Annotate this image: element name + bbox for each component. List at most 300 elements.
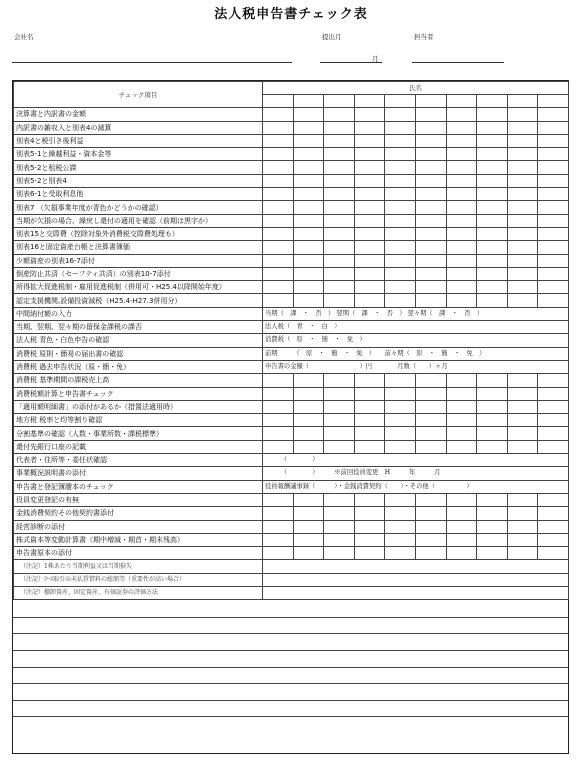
check-cell[interactable] — [354, 281, 385, 294]
check-cell[interactable] — [538, 374, 569, 387]
check-option-text[interactable]: （ ） — [263, 454, 569, 467]
check-cell[interactable] — [415, 440, 446, 453]
check-cell[interactable] — [324, 427, 355, 440]
check-cell[interactable] — [293, 227, 324, 240]
check-cell[interactable] — [263, 520, 294, 533]
check-cell[interactable] — [538, 493, 569, 506]
check-cell[interactable] — [446, 427, 477, 440]
check-cell[interactable] — [477, 214, 508, 227]
check-cell[interactable] — [415, 134, 446, 147]
check-cell[interactable] — [263, 507, 294, 520]
check-cell[interactable] — [324, 227, 355, 240]
check-cell[interactable] — [293, 267, 324, 280]
check-cell[interactable] — [324, 241, 355, 254]
check-cell[interactable] — [293, 507, 324, 520]
check-cell[interactable] — [324, 201, 355, 214]
check-cell[interactable] — [538, 161, 569, 174]
check-cell[interactable] — [354, 400, 385, 413]
check-cell[interactable] — [415, 188, 446, 201]
check-option-text[interactable]: （ ） ※前回役員変更 H 年 月 — [263, 467, 569, 480]
check-cell[interactable] — [415, 507, 446, 520]
check-cell[interactable] — [324, 493, 355, 506]
blank-line — [13, 617, 568, 618]
check-cell[interactable] — [538, 400, 569, 413]
check-cell[interactable] — [477, 533, 508, 546]
check-cell[interactable] — [354, 148, 385, 161]
check-item-label: 地方税 税率と均等割り確認 — [14, 414, 263, 427]
check-option-text[interactable]: 前期 （ 原 ・ 簡 ・ 免 ） 前々期（ 原 ・ 簡 ・ 免 ） — [263, 347, 569, 360]
check-cell[interactable] — [538, 227, 569, 240]
check-cell[interactable] — [507, 201, 538, 214]
check-cell[interactable] — [477, 161, 508, 174]
check-cell[interactable] — [477, 387, 508, 400]
check-item-label: 別表4と税引き後利益 — [14, 134, 263, 147]
check-cell[interactable] — [415, 547, 446, 560]
check-cell[interactable] — [263, 108, 294, 121]
check-cell[interactable] — [385, 134, 416, 147]
check-cell[interactable] — [263, 134, 294, 147]
check-cell[interactable] — [538, 121, 569, 134]
check-item-label: 役員変更登記の有無 — [14, 493, 263, 506]
check-cell[interactable] — [324, 174, 355, 187]
check-cell[interactable] — [263, 214, 294, 227]
check-cell[interactable] — [415, 161, 446, 174]
check-cell[interactable] — [538, 547, 569, 560]
check-item-label: 別表16と固定資産台帳と決算書簿価 — [14, 241, 263, 254]
check-cell[interactable] — [507, 134, 538, 147]
note-blank-cell[interactable] — [263, 573, 569, 586]
check-cell[interactable] — [477, 414, 508, 427]
check-cell[interactable] — [385, 214, 416, 227]
check-cell[interactable] — [293, 254, 324, 267]
check-cell[interactable] — [477, 201, 508, 214]
check-cell[interactable] — [293, 294, 324, 307]
check-cell[interactable] — [507, 414, 538, 427]
check-cell[interactable] — [507, 387, 538, 400]
check-cell[interactable] — [385, 427, 416, 440]
check-cell[interactable] — [385, 294, 416, 307]
check-cell[interactable] — [477, 440, 508, 453]
check-cell[interactable] — [354, 241, 385, 254]
check-cell[interactable] — [385, 547, 416, 560]
check-cell[interactable] — [538, 427, 569, 440]
check-cell[interactable] — [415, 174, 446, 187]
check-cell[interactable] — [477, 241, 508, 254]
check-cell[interactable] — [446, 374, 477, 387]
check-cell[interactable] — [477, 493, 508, 506]
check-cell[interactable] — [263, 148, 294, 161]
check-cell[interactable] — [385, 201, 416, 214]
check-cell[interactable] — [293, 387, 324, 400]
check-cell[interactable] — [385, 161, 416, 174]
check-cell[interactable] — [446, 121, 477, 134]
check-cell[interactable] — [293, 161, 324, 174]
check-cell[interactable] — [293, 493, 324, 506]
check-cell[interactable] — [415, 493, 446, 506]
check-row — [14, 294, 569, 307]
check-cell[interactable] — [415, 201, 446, 214]
check-cell[interactable] — [263, 493, 294, 506]
check-cell[interactable] — [293, 374, 324, 387]
check-item-label: 所得拡大促進税制・雇用促進税制（併用可・H25.4以降開始年度） — [14, 281, 263, 294]
check-cell[interactable] — [263, 440, 294, 453]
check-cell[interactable] — [385, 241, 416, 254]
check-cell[interactable] — [263, 174, 294, 187]
check-cell[interactable] — [415, 281, 446, 294]
check-cell[interactable] — [538, 267, 569, 280]
check-cell[interactable] — [324, 121, 355, 134]
check-cell[interactable] — [538, 254, 569, 267]
check-cell[interactable] — [507, 547, 538, 560]
check-cell[interactable] — [538, 214, 569, 227]
check-cell[interactable] — [507, 121, 538, 134]
check-cell[interactable] — [446, 134, 477, 147]
check-cell[interactable] — [354, 427, 385, 440]
check-cell[interactable] — [415, 400, 446, 413]
check-cell[interactable] — [324, 281, 355, 294]
staff-name-cell[interactable] — [385, 95, 416, 108]
check-cell[interactable] — [507, 108, 538, 121]
check-cell[interactable] — [477, 134, 508, 147]
check-cell[interactable] — [324, 161, 355, 174]
check-cell[interactable] — [263, 267, 294, 280]
check-cell[interactable] — [354, 121, 385, 134]
note-blank-cell[interactable] — [263, 560, 569, 573]
staff-name-cell[interactable] — [507, 95, 538, 108]
check-cell[interactable] — [354, 174, 385, 187]
check-cell[interactable] — [385, 108, 416, 121]
check-cell[interactable] — [415, 241, 446, 254]
check-cell[interactable] — [446, 533, 477, 546]
check-cell[interactable] — [446, 254, 477, 267]
check-cell[interactable] — [477, 227, 508, 240]
check-cell[interactable] — [446, 493, 477, 506]
check-cell[interactable] — [415, 254, 446, 267]
check-cell[interactable] — [263, 533, 294, 546]
check-cell[interactable] — [293, 174, 324, 187]
check-cell[interactable] — [415, 121, 446, 134]
check-cell[interactable] — [415, 148, 446, 161]
check-cell[interactable] — [354, 108, 385, 121]
check-cell[interactable] — [446, 214, 477, 227]
check-cell[interactable] — [446, 174, 477, 187]
check-cell[interactable] — [354, 507, 385, 520]
check-cell[interactable] — [477, 267, 508, 280]
check-cell[interactable] — [538, 241, 569, 254]
check-cell[interactable] — [293, 148, 324, 161]
check-cell[interactable] — [385, 188, 416, 201]
check-cell[interactable] — [507, 493, 538, 506]
check-cell[interactable] — [415, 520, 446, 533]
check-cell[interactable] — [415, 227, 446, 240]
check-cell[interactable] — [385, 254, 416, 267]
check-cell[interactable] — [477, 400, 508, 413]
check-cell[interactable] — [446, 440, 477, 453]
check-cell[interactable] — [446, 201, 477, 214]
check-cell[interactable] — [538, 294, 569, 307]
check-option-text[interactable]: 法人税（ 青 ・ 白 ） — [263, 321, 569, 334]
check-cell[interactable] — [477, 294, 508, 307]
check-cell[interactable] — [324, 400, 355, 413]
check-cell[interactable] — [293, 427, 324, 440]
check-row — [14, 227, 569, 240]
check-cell[interactable] — [354, 214, 385, 227]
check-cell[interactable] — [324, 108, 355, 121]
check-cell[interactable] — [324, 414, 355, 427]
check-cell[interactable] — [385, 148, 416, 161]
check-cell[interactable] — [507, 427, 538, 440]
check-cell[interactable] — [415, 374, 446, 387]
check-cell[interactable] — [324, 547, 355, 560]
check-cell[interactable] — [446, 387, 477, 400]
staff-name-cell[interactable] — [293, 95, 324, 108]
check-cell[interactable] — [507, 188, 538, 201]
check-cell[interactable] — [538, 533, 569, 546]
check-cell[interactable] — [507, 520, 538, 533]
check-cell[interactable] — [385, 374, 416, 387]
check-cell[interactable] — [446, 188, 477, 201]
check-cell[interactable] — [507, 241, 538, 254]
check-cell[interactable] — [354, 520, 385, 533]
check-cell[interactable] — [354, 188, 385, 201]
check-option-text[interactable]: 申告書の金額（ ）円 月数（ ）ヶ月 — [263, 360, 569, 373]
check-cell[interactable] — [293, 533, 324, 546]
check-cell[interactable] — [385, 227, 416, 240]
check-cell[interactable] — [263, 227, 294, 240]
check-cell[interactable] — [293, 201, 324, 214]
check-cell[interactable] — [385, 400, 416, 413]
check-cell[interactable] — [507, 161, 538, 174]
check-cell[interactable] — [263, 161, 294, 174]
check-cell[interactable] — [446, 520, 477, 533]
check-cell[interactable] — [263, 427, 294, 440]
check-cell[interactable] — [446, 108, 477, 121]
check-cell[interactable] — [354, 387, 385, 400]
company-label: 会社名 — [14, 33, 34, 41]
check-cell[interactable] — [538, 201, 569, 214]
check-cell[interactable] — [507, 374, 538, 387]
check-cell[interactable] — [477, 121, 508, 134]
check-cell[interactable] — [507, 440, 538, 453]
check-cell[interactable] — [293, 547, 324, 560]
check-cell[interactable] — [293, 134, 324, 147]
check-cell[interactable] — [477, 374, 508, 387]
check-cell[interactable] — [415, 214, 446, 227]
check-cell[interactable] — [507, 294, 538, 307]
check-cell[interactable] — [354, 374, 385, 387]
check-cell[interactable] — [293, 440, 324, 453]
check-cell[interactable] — [263, 201, 294, 214]
check-cell[interactable] — [507, 400, 538, 413]
check-cell[interactable] — [385, 121, 416, 134]
check-cell[interactable] — [446, 241, 477, 254]
check-cell[interactable] — [324, 533, 355, 546]
check-option-text[interactable]: 役員報酬議事録（ ）・金銭消費契約（ ）・その他（ ） — [263, 480, 569, 493]
check-item-label: 別表5-2と租税公課 — [14, 161, 263, 174]
check-cell[interactable] — [324, 387, 355, 400]
check-cell[interactable] — [324, 254, 355, 267]
check-item-label: 消費税額計算と申告書チェック — [14, 387, 263, 400]
check-cell[interactable] — [354, 227, 385, 240]
check-cell[interactable] — [263, 188, 294, 201]
check-cell[interactable] — [263, 241, 294, 254]
check-cell[interactable] — [415, 108, 446, 121]
check-cell[interactable] — [385, 520, 416, 533]
check-cell[interactable] — [354, 493, 385, 506]
check-cell[interactable] — [446, 161, 477, 174]
check-cell[interactable] — [385, 281, 416, 294]
check-cell[interactable] — [263, 414, 294, 427]
check-cell[interactable] — [507, 507, 538, 520]
check-cell[interactable] — [415, 414, 446, 427]
check-cell[interactable] — [324, 294, 355, 307]
check-cell[interactable] — [324, 374, 355, 387]
check-cell[interactable] — [446, 400, 477, 413]
check-cell[interactable] — [354, 547, 385, 560]
check-cell[interactable] — [263, 547, 294, 560]
check-cell[interactable] — [293, 188, 324, 201]
check-cell[interactable] — [477, 254, 508, 267]
check-option-text[interactable]: 消費税（ 原 ・ 簡 ・ 免 ） — [263, 334, 569, 347]
check-cell[interactable] — [324, 267, 355, 280]
check-cell[interactable] — [263, 254, 294, 267]
check-cell[interactable] — [385, 414, 416, 427]
check-cell[interactable] — [324, 520, 355, 533]
check-cell[interactable] — [446, 281, 477, 294]
check-item-label: 「適用額明細書」の添付があるか（措置法適用時） — [14, 400, 263, 413]
check-cell[interactable] — [263, 294, 294, 307]
note-blank-cell[interactable] — [263, 586, 569, 599]
check-cell[interactable] — [507, 267, 538, 280]
staff-name-cell[interactable] — [324, 95, 355, 108]
check-cell[interactable] — [446, 507, 477, 520]
check-cell[interactable] — [507, 254, 538, 267]
check-cell[interactable] — [354, 267, 385, 280]
check-cell[interactable] — [293, 214, 324, 227]
company-field[interactable] — [12, 62, 292, 63]
check-cell[interactable] — [507, 281, 538, 294]
check-row — [14, 427, 569, 440]
check-cell[interactable] — [324, 507, 355, 520]
check-cell[interactable] — [354, 414, 385, 427]
check-cell[interactable] — [477, 174, 508, 187]
check-cell[interactable] — [477, 547, 508, 560]
staff-name-cell[interactable] — [415, 95, 446, 108]
check-cell[interactable] — [538, 281, 569, 294]
staff-name-cell[interactable] — [538, 95, 569, 108]
staff-name-cell[interactable] — [354, 95, 385, 108]
check-cell[interactable] — [354, 134, 385, 147]
check-cell[interactable] — [446, 227, 477, 240]
check-cell[interactable] — [477, 507, 508, 520]
check-cell[interactable] — [415, 387, 446, 400]
staff-name-cell[interactable] — [263, 95, 294, 108]
check-row — [14, 493, 569, 506]
check-cell[interactable] — [477, 148, 508, 161]
check-row — [14, 520, 569, 533]
check-cell[interactable] — [507, 174, 538, 187]
check-cell[interactable] — [293, 108, 324, 121]
check-cell[interactable] — [538, 440, 569, 453]
check-cell[interactable] — [538, 148, 569, 161]
check-cell[interactable] — [477, 188, 508, 201]
check-cell[interactable] — [415, 267, 446, 280]
check-cell[interactable] — [415, 533, 446, 546]
check-cell[interactable] — [538, 414, 569, 427]
check-cell[interactable] — [354, 533, 385, 546]
check-cell[interactable] — [293, 414, 324, 427]
staff-name-cell[interactable] — [477, 95, 508, 108]
check-cell[interactable] — [538, 134, 569, 147]
check-cell[interactable] — [415, 294, 446, 307]
check-cell[interactable] — [293, 400, 324, 413]
check-cell[interactable] — [385, 507, 416, 520]
check-cell[interactable] — [477, 108, 508, 121]
check-cell[interactable] — [538, 520, 569, 533]
check-cell[interactable] — [263, 400, 294, 413]
check-cell[interactable] — [263, 387, 294, 400]
check-cell[interactable] — [324, 134, 355, 147]
check-cell[interactable] — [477, 427, 508, 440]
check-cell[interactable] — [446, 547, 477, 560]
check-option-text[interactable]: 当期（ 課 ・ 否 ） 翌期（ 課 ・ 否 ） 翌々期（ 課 ・ 否 ） — [263, 307, 569, 320]
check-cell[interactable] — [354, 161, 385, 174]
check-cell[interactable] — [446, 267, 477, 280]
blank-line — [13, 683, 568, 684]
check-cell[interactable] — [263, 374, 294, 387]
check-cell[interactable] — [507, 227, 538, 240]
check-cell[interactable] — [477, 520, 508, 533]
check-cell[interactable] — [324, 214, 355, 227]
check-cell[interactable] — [538, 507, 569, 520]
check-cell[interactable] — [354, 294, 385, 307]
check-cell[interactable] — [324, 188, 355, 201]
check-cell[interactable] — [538, 108, 569, 121]
check-cell[interactable] — [415, 427, 446, 440]
check-cell[interactable] — [293, 241, 324, 254]
check-cell[interactable] — [507, 214, 538, 227]
check-cell[interactable] — [385, 440, 416, 453]
check-cell[interactable] — [385, 387, 416, 400]
staff-field[interactable] — [412, 62, 504, 63]
check-cell[interactable] — [385, 174, 416, 187]
check-cell[interactable] — [507, 533, 538, 546]
check-cell[interactable] — [293, 520, 324, 533]
check-cell[interactable] — [293, 121, 324, 134]
check-cell[interactable] — [293, 281, 324, 294]
check-cell[interactable] — [446, 414, 477, 427]
check-cell[interactable] — [507, 148, 538, 161]
check-cell[interactable] — [324, 440, 355, 453]
check-cell[interactable] — [263, 281, 294, 294]
check-cell[interactable] — [385, 493, 416, 506]
check-cell[interactable] — [354, 440, 385, 453]
check-cell[interactable] — [477, 281, 508, 294]
check-cell[interactable] — [538, 188, 569, 201]
check-cell[interactable] — [385, 533, 416, 546]
check-item-label: 認定支援機関,設備投資減税（H25.4-H27.3併用分） — [14, 294, 263, 307]
staff-name-cell[interactable] — [446, 95, 477, 108]
check-cell[interactable] — [538, 387, 569, 400]
check-cell[interactable] — [324, 148, 355, 161]
check-cell[interactable] — [385, 267, 416, 280]
check-cell[interactable] — [538, 174, 569, 187]
check-cell[interactable] — [446, 148, 477, 161]
check-cell[interactable] — [354, 254, 385, 267]
check-cell[interactable] — [446, 294, 477, 307]
check-cell[interactable] — [263, 121, 294, 134]
check-cell[interactable] — [354, 201, 385, 214]
